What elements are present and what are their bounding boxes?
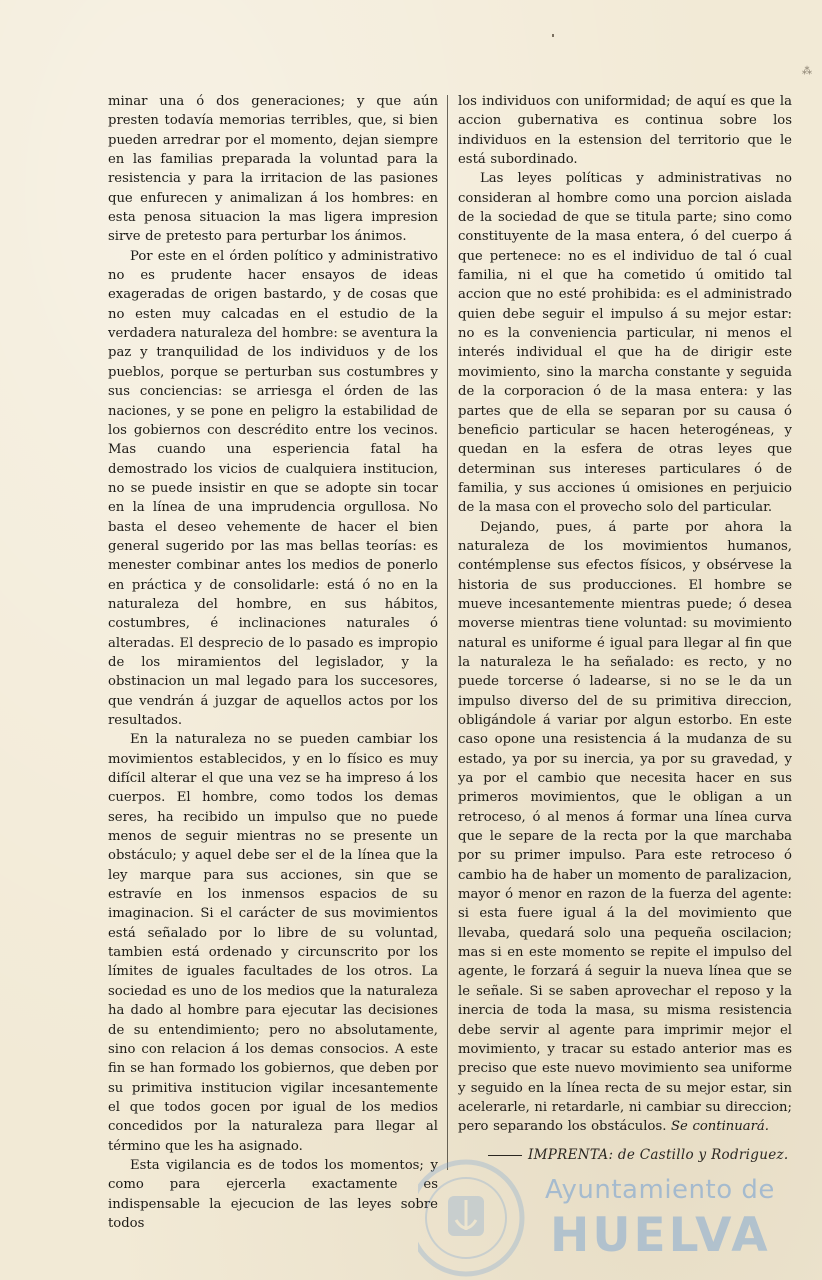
paragraph: En la naturaleza no se pueden cambiar los movimientos establecidos, y en lo físico es muy difícil alterar el que una vez se ha impreso á los cuerpos. El hombre, como todos los demas seres, ha recibido un impulso que no puede menos de seguir mientras no se presente un obstáculo; y aquel debe ser el de la línea que la ley marque para sus acciones, sin que se estravíe en los inmensos espacios de su imaginacion. Si el carácter de sus movimientos está señalado por lo libre de su voluntad, tambien está ordenado y circunscrito por los límites de iguales facultades de los otros. La sociedad es uno de los medios que la naturaleza ha dado al hombre para ejecutar las decisiones de su entendimiento; pero no absolutamente, sino con relacion á los demas consocios. A este fin se han formado los gobiernos, que deben por su primitiva institucion vigilar incesantemente el que todos gocen por igual de los medios concedidos por la naturaleza para llegar al término que les ha asignado.: [108, 732, 438, 1154]
paragraph-text: Dejando, pues, á parte por ahora la naturaleza de los movimientos humanos, contémplense sus efectos físicos, y obsérvese la historia de sus producciones. El hombre se mueve incesantemente mientras puede; ó desea moverse mientras tiene voluntad: su movimiento natural es uniforme é igual para llegar al fin que la naturaleza le ha señalado: es recto, y no puede torcerse ó ladearse, si no se le da un impulso diverso del de su primitiva direccion, obligándole á variar por algun estorbo. En este caso opone una resistencia á la mudanza de su estado, ya por su inercia, ya por su gravedad, y ya por el cambio que necesita hacer en sus primeros movimientos, que le obligan a un retroceso, ó al menos á formar una línea curva que le separe de la recta por la que marchaba por su primer impulso. Para este retroceso ó cambio ha de haber un momento de paralizacion, mayor ó menor en razon de la fuerza del agente: si esta fuere igual á la del movimiento que llevaba, quedará solo una pequeña oscilacion; mas si en este momento se repite el impulso del agente, le forzará á seguir la nueva línea que se le señale. Si se saben aprovechar el reposo y la inercia de toda la masa, su misma resistencia debe servir al agente para imprimir mejor el movimiento, y tracar su estado anterior mas es preciso que este nuevo movimiento sea uniforme y seguido en la línea recta de su mejor estar, sin acelerarle, ni retardarle, ni cambiar su direccion; pero separando los obstáculos.: [458, 519, 792, 1135]
left-column: [108, 92, 438, 1233]
paragraph: Por este en el órden político y administrativo no es prudente hacer ensayos de ideas exageradas de origen bastardo, y de cosas que no esten muy calcadas en el estudio de la verdadera naturaleza del hombre: se aventura la paz y tranquilidad de los individuos y de los pueblos, porque se perturban sus costumbres y sus conciencias: se arriesga el órden de las naciones, y se pone en peligro la estabilidad de los gobiernos con descrédito entre los vecinos. Mas cuando una esperiencia fatal ha demostrado los vicios de cualquiera institucion, no se puede insistir en que se adopte sin tocar en la línea de una imprudencia orgullosa. No basta el deseo vehemente de hacer el bien general sugerido por las mas bellas teorías: es menester combinar antes los medios de ponerlo en práctica y de consolidarle: está ó no en la naturaleza del hombre, en sus hábitos, costumbres, é inclinaciones naturales ó alteradas. El desprecio de lo pasado es impropio de los miramientos del legislador, y la obstinacion un mal legado para los succesores, que vendrán á juzgar de aquellos actos por los resultados.: [108, 248, 438, 728]
column-divider: [447, 95, 448, 1170]
paragraph: minar una ó dos generaciones; y que aún presten todavía memorias terribles, que, si bien pueden arredrar por el momento, dejan siempre en las familias preparada la voluntad para la resistencia y para la irritacion de las pasiones que enfurecen y animalizan á los hombres: en esta penosa situacion la mas ligera impresion sirve de pretesto para perturbar los ánimos.: [108, 94, 438, 245]
imprint-dash: [488, 1155, 522, 1156]
continuation-note: Se continuará.: [671, 1119, 769, 1135]
right-column: [458, 92, 792, 1137]
paragraph: los individuos con uniformidad; de aquí es que la accion gubernativa es continua sobre los individuos en la estension del territorio que le está subordinado.: [458, 94, 792, 168]
paragraph: Las leyes políticas y administrativas no consideran al hombre como una porcion aislada de la sociedad de que se titula parte; sino como constituyente de la masa entera, ó del cuerpo á que pertenece: no es el individuo de tal ó cual familia, ni el que ha cometido ú omitido tal accion que no esté prohibida: es el administrado quien debe seguir el impulso á su mejor estar: no es la conveniencia particular, ni menos el interés individual el que ha de dirigir este movimiento, sino la marcha constante y seguida de la corporacion ó de la masa entera: y las partes que de ella se separan por su causa ó beneficio particular se hacen heterogéneas, y quedan en la esfera de otras leyes que determinan sus intereses particulares ó de familia, y sus acciones ú omisiones en perjuicio de la masa con el provecho solo del particular.: [458, 171, 792, 516]
ink-speck: [552, 34, 554, 37]
watermark-line-1: Ayuntamiento de: [545, 1175, 775, 1205]
paragraph: Esta vigilancia es de todos los momentos; y como para ejercerla exactamente es indispensable la ejecucion de las leyes sobre todos: [108, 1157, 438, 1231]
imprint-line: [488, 1147, 798, 1163]
corner-mark: ⁂: [802, 66, 812, 77]
imprint-text: IMPRENTA: de Castillo y Rodriguez.: [528, 1147, 789, 1163]
paragraph: [458, 518, 792, 1137]
watermark-line-2: HUELVA: [550, 1208, 771, 1263]
